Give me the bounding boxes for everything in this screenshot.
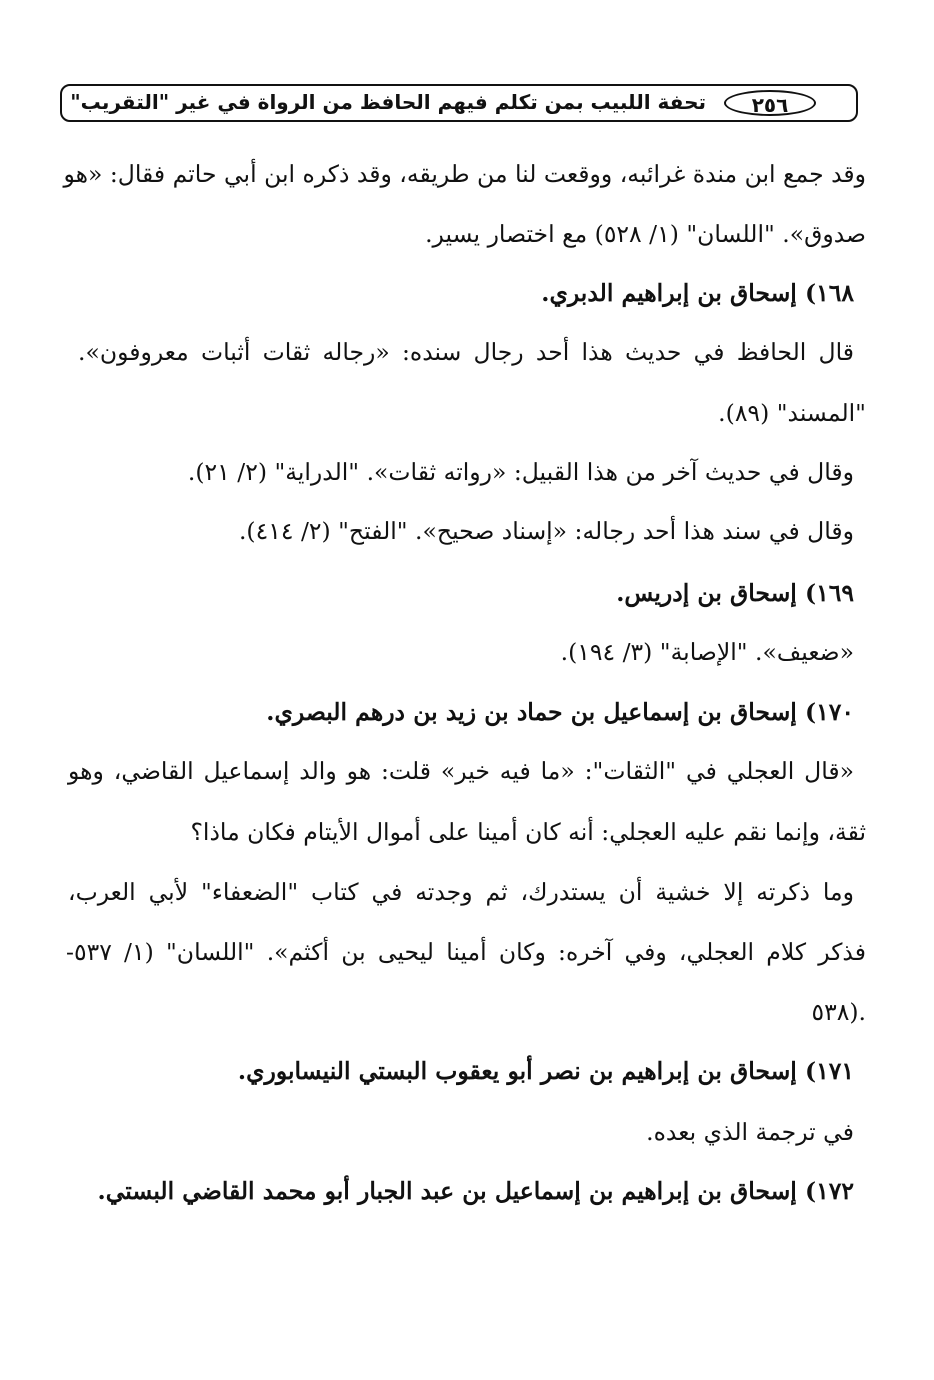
running-header xyxy=(60,84,858,122)
book-title: تحفة اللبيب بمن تكلم فيهم الحافظ من الرواة في غير "التقريب" xyxy=(70,90,706,114)
entry-heading-170: ١٧٠) إسحاق بن إسماعيل بن حماد بن زيد بن درهم البصري. xyxy=(266,698,854,726)
text-line: وقال في سند هذا أحد رجاله: «إسناد صحيح». "الفتح" (٢/ ٤١٤). xyxy=(238,517,854,545)
page-number: ٢٥٦ xyxy=(724,90,816,116)
text-line: وقد جمع ابن مندة غرائبه، ووقعت لنا من طريقه، وقد ذكره ابن أبي حاتم فقال: «هو xyxy=(63,160,866,188)
text-line: صدوق». "اللسان" (١/ ٥٢٨) مع اختصار يسير. xyxy=(425,220,866,248)
text-line: قال الحافظ في حديث هذا أحد رجال سنده: «رجاله ثقات أثبات معروفون». xyxy=(78,338,854,366)
text-line: في ترجمة الذي بعده. xyxy=(646,1118,854,1146)
text-line: وما ذكرته إلا خشية أن يستدرك، ثم وجدته في كتاب "الضعفاء" لأبي العرب، xyxy=(68,878,854,906)
text-line: «قال العجلي في "الثقات": «ما فيه خير» قلت: هو والد إسماعيل القاضي، وهو xyxy=(68,757,854,785)
text-line: ثقة، وإنما نقم عليه العجلي: أنه كان أمينا على أموال الأيتام فكان ماذا؟ xyxy=(190,818,866,846)
entry-heading-172: ١٧٢) إسحاق بن إبراهيم بن إسماعيل بن عبد الجبار أبو محمد القاضي البستي. xyxy=(97,1177,854,1205)
entry-heading-169: ١٦٩) إسحاق بن إدريس. xyxy=(616,579,854,607)
text-line: فذكر كلام العجلي، وفي آخره: وكان أمينا ليحيى بن أكثم». "اللسان" (١/ ٥٣٧- xyxy=(66,938,866,966)
text-line: ٥٣٨). xyxy=(811,998,866,1026)
text-line: "المسند" (٨٩). xyxy=(718,399,866,427)
entry-heading-171: ١٧١) إسحاق بن إبراهيم بن نصر أبو يعقوب البستي النيسابوري. xyxy=(237,1057,854,1085)
text-line: «ضعيف». "الإصابة" (٣/ ١٩٤). xyxy=(560,638,854,666)
text-line: وقال في حديث آخر من هذا القبيل: «رواته ثقات». "الدراية" (٢/ ٢١). xyxy=(187,458,854,486)
entry-heading-168: ١٦٨) إسحاق بن إبراهيم الدبري. xyxy=(541,279,854,307)
